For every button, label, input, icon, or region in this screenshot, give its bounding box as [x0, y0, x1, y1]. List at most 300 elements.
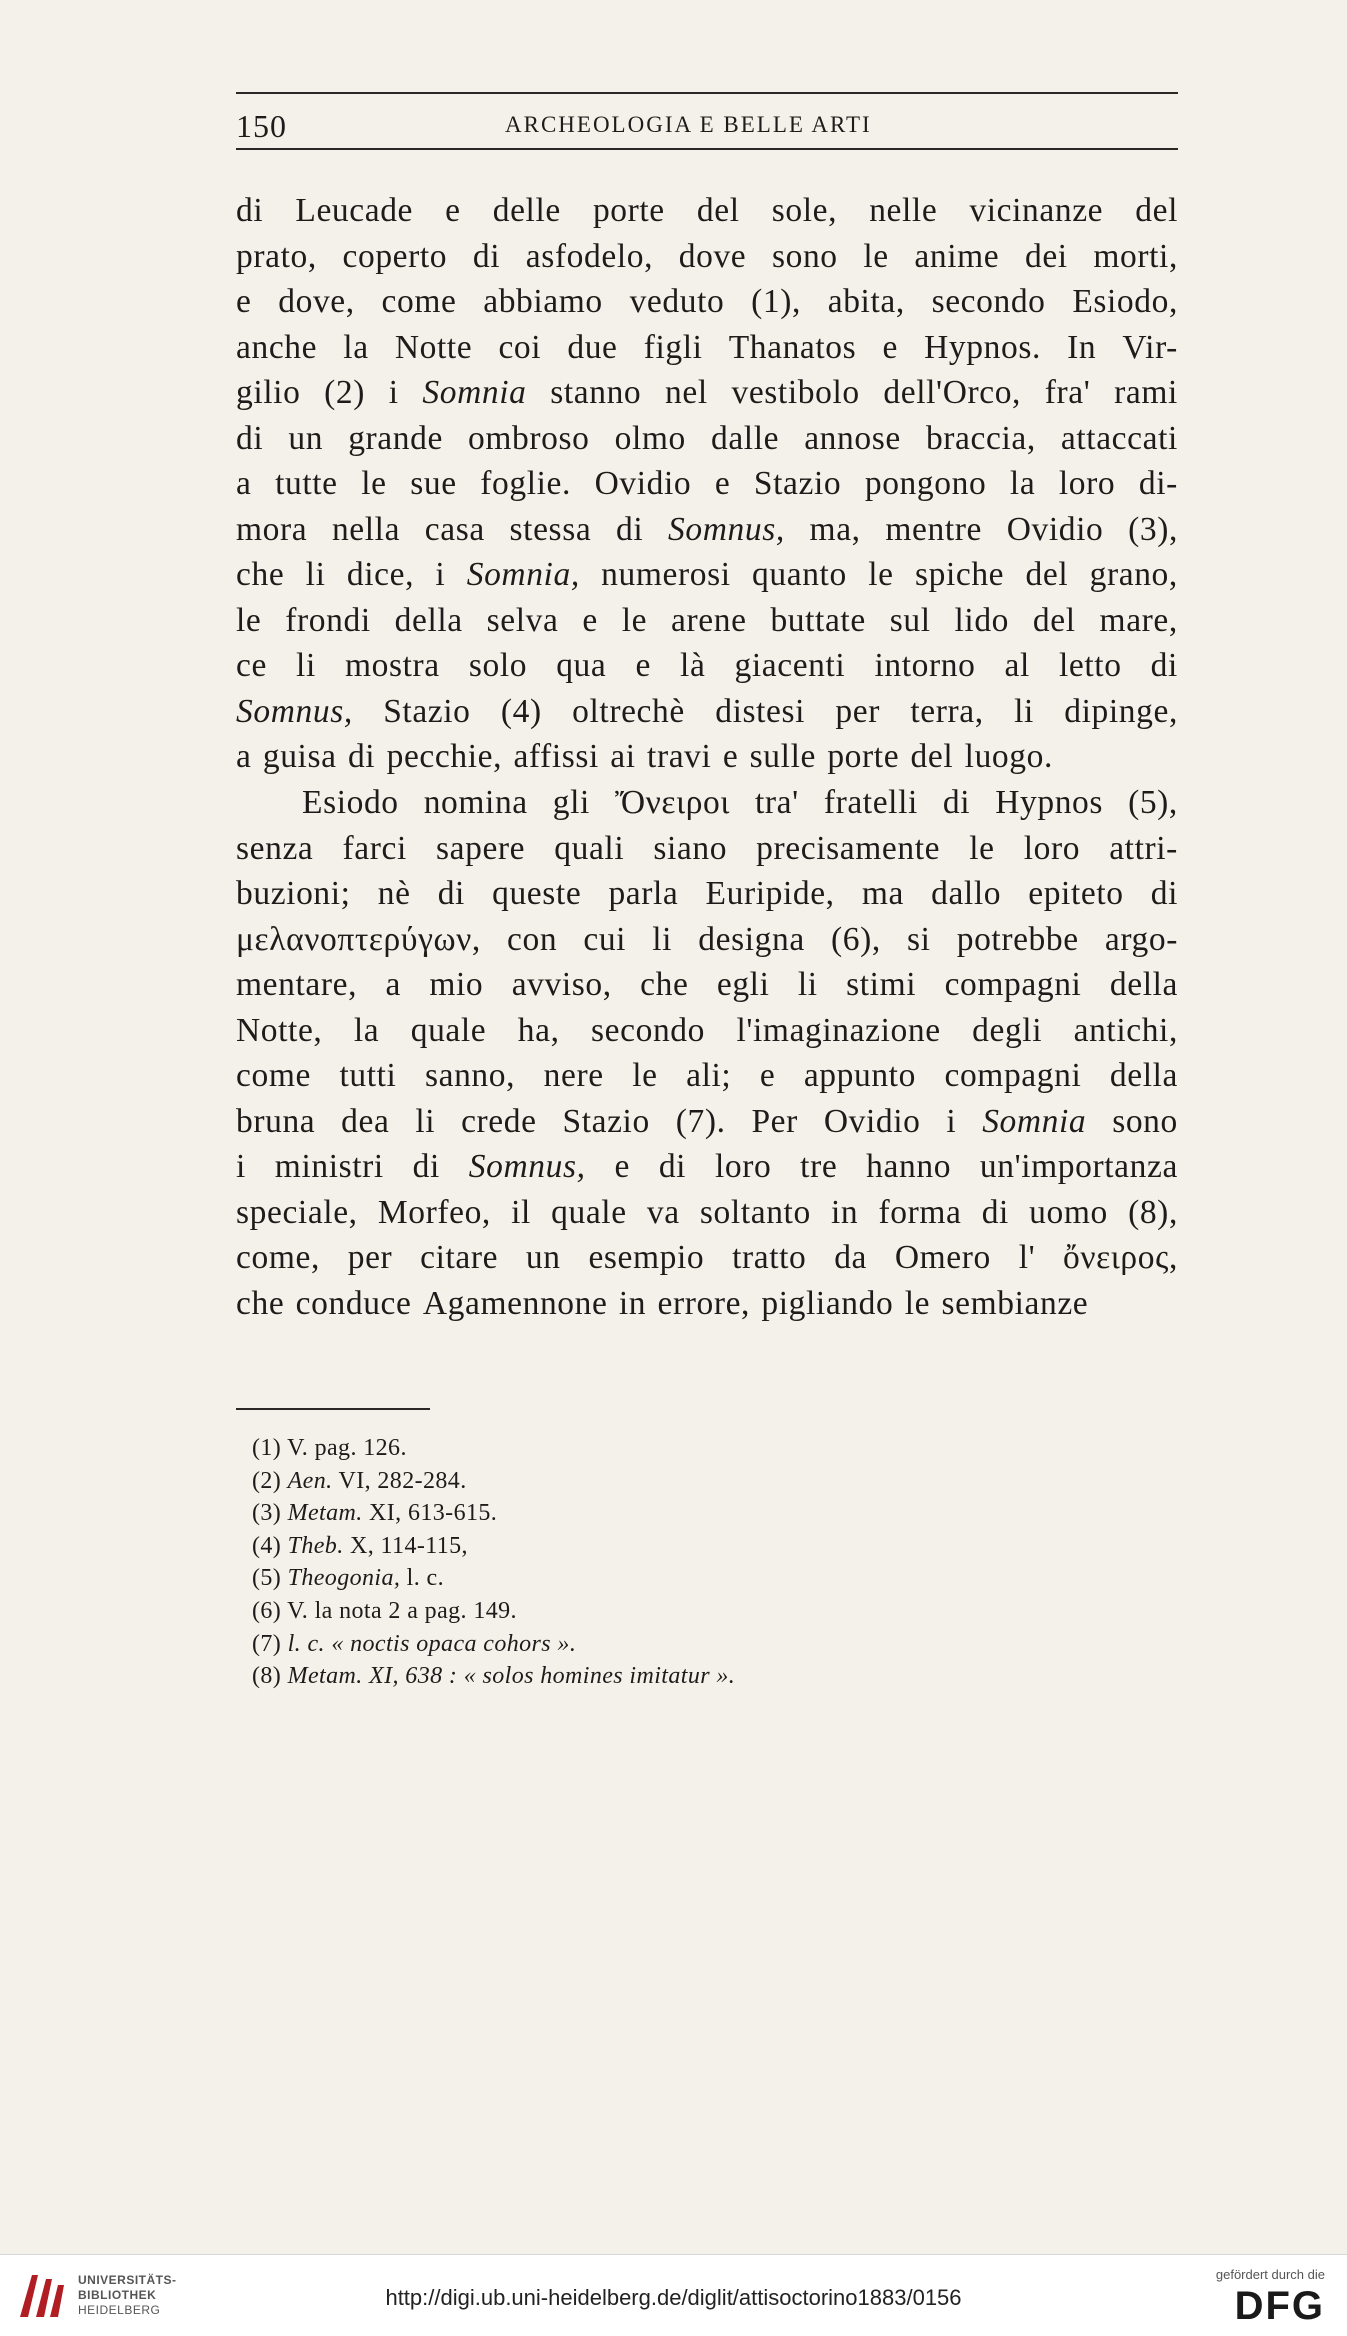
- permalink-url[interactable]: http://digi.ub.uni-heidelberg.de/diglit/attisoctorino1883/0156: [385, 2285, 962, 2310]
- word: Vir-: [1122, 328, 1178, 366]
- text-line: [236, 780, 1178, 826]
- word: ali;: [686, 1057, 732, 1094]
- word: Somnus,: [668, 510, 785, 548]
- footnote-number: (5): [252, 1565, 288, 1592]
- word: a: [236, 738, 252, 775]
- word: fra': [1044, 374, 1091, 411]
- word: tutte: [275, 465, 338, 502]
- word: Agamennone: [422, 1284, 608, 1322]
- word: gli: [552, 784, 590, 821]
- word: dea: [341, 1102, 390, 1140]
- word: Thanatos: [728, 328, 857, 366]
- word: loro: [1023, 829, 1081, 867]
- word: Ovidio: [1006, 510, 1104, 548]
- word: Ὄνειροι: [614, 784, 730, 821]
- word: le: [361, 465, 387, 502]
- running-title: ARCHEOLOGIA E BELLE ARTI: [505, 112, 872, 137]
- word: i: [435, 556, 446, 593]
- word: lido: [954, 601, 1010, 639]
- word: argo-: [1104, 920, 1178, 958]
- word: Hypnos: [995, 784, 1104, 821]
- word: nomina: [423, 784, 528, 821]
- word: quanto: [752, 556, 847, 593]
- word: a: [385, 966, 401, 1003]
- word: loro: [1058, 465, 1116, 502]
- text-line: [236, 734, 1178, 780]
- word: cui: [583, 920, 627, 958]
- word: farci: [342, 829, 407, 867]
- word: grano,: [1089, 556, 1178, 593]
- word: senza: [236, 829, 314, 867]
- word: dalle: [710, 419, 780, 457]
- footnote: [252, 1497, 1152, 1530]
- word: (6),: [830, 920, 881, 958]
- word: buzioni;: [236, 875, 351, 912]
- word: stessa: [509, 510, 592, 548]
- word: e: [714, 465, 731, 502]
- word: epiteto: [1028, 875, 1124, 912]
- word: un: [288, 419, 324, 457]
- text-line: [236, 461, 1178, 507]
- footnote-number: (8): [252, 1663, 288, 1690]
- word: quali: [554, 829, 625, 867]
- word: li: [296, 647, 316, 684]
- word: stanno: [550, 374, 642, 411]
- word: va: [646, 1193, 680, 1231]
- text-line: [236, 689, 1178, 735]
- word: (1),: [751, 283, 801, 320]
- word: dei: [1024, 237, 1068, 275]
- paragraph-2: [236, 780, 1178, 1326]
- word: rami: [1114, 374, 1178, 411]
- word: come: [236, 1057, 311, 1094]
- word: forma: [878, 1193, 962, 1231]
- footnote-text: V. la nota 2 a pag. 149.: [287, 1597, 517, 1624]
- word: In: [1067, 328, 1097, 366]
- word: che: [236, 1284, 285, 1322]
- word: avviso,: [511, 966, 612, 1003]
- word: veduto: [629, 283, 725, 320]
- text-line: [236, 1281, 1178, 1327]
- word: nel: [665, 374, 708, 411]
- word: giacenti: [734, 647, 846, 684]
- dfg-logo: DFG: [1234, 2284, 1325, 2328]
- word: le: [621, 601, 648, 639]
- word: compagni: [944, 1057, 1082, 1094]
- word: nella: [331, 510, 401, 548]
- word: Euripide,: [705, 875, 835, 912]
- word: antichi,: [1073, 1011, 1178, 1049]
- footer-banner: [0, 2254, 1347, 2336]
- word: dipinge,: [1064, 692, 1178, 730]
- funder-caption: gefördert durch die: [1215, 2267, 1325, 2282]
- word: appunto: [803, 1057, 916, 1094]
- text-line: [236, 552, 1178, 598]
- word: Per: [751, 1102, 798, 1140]
- word: luogo.: [964, 738, 1053, 775]
- word: bruna: [236, 1102, 316, 1140]
- footnote: [252, 1595, 1152, 1628]
- word: parla: [608, 875, 679, 912]
- word: (2): [324, 374, 366, 411]
- word: le: [969, 829, 995, 867]
- word: di: [616, 510, 644, 548]
- footnote-text: XI, 638 : « solos homines imitatur ».: [369, 1663, 736, 1690]
- word: secondo: [931, 283, 1046, 320]
- word: di: [658, 1148, 687, 1185]
- footnote-text: X, 114-115,: [350, 1532, 468, 1559]
- footnote-number: (7): [252, 1630, 288, 1657]
- footnote: [252, 1465, 1152, 1498]
- word: quale: [551, 1193, 627, 1231]
- word: a: [236, 465, 252, 502]
- word: ὄνειρος,: [1063, 1239, 1178, 1276]
- word: pigliando: [761, 1284, 894, 1322]
- word: un'importanza: [979, 1148, 1178, 1185]
- word: mostra: [344, 647, 440, 684]
- header-bottom-rule: [236, 148, 1178, 150]
- word: della: [1109, 966, 1178, 1003]
- footnotes: [252, 1432, 1152, 1693]
- word: casa: [424, 510, 485, 548]
- word: ministri: [274, 1148, 384, 1185]
- footnote-reference: Theb.: [287, 1532, 344, 1559]
- footnote-reference: Metam.: [287, 1500, 363, 1527]
- word: prato,: [236, 237, 317, 275]
- word: dove,: [278, 283, 355, 320]
- word: letto: [1059, 647, 1122, 684]
- word: errore,: [657, 1284, 751, 1322]
- word: del: [1025, 556, 1069, 593]
- text-line: [236, 507, 1178, 553]
- word: e: [635, 647, 651, 684]
- word: spiche: [914, 556, 1005, 593]
- word: mare,: [1099, 601, 1178, 639]
- word: di: [412, 1148, 440, 1185]
- word: Morfeo,: [377, 1193, 491, 1231]
- footnote-number: (4): [252, 1532, 288, 1559]
- word: sono: [771, 237, 838, 275]
- word: abita,: [827, 283, 905, 320]
- word: Omero: [894, 1239, 991, 1276]
- text-line: [236, 1144, 1178, 1190]
- word: ha,: [517, 1011, 560, 1049]
- text-line: [236, 188, 1178, 234]
- word: (7).: [675, 1102, 726, 1140]
- word: affissi: [513, 738, 599, 775]
- word: qua: [556, 647, 607, 684]
- word: i: [388, 374, 399, 411]
- text-line: [236, 962, 1178, 1008]
- word: la: [353, 1011, 380, 1049]
- word: dallo: [931, 875, 1002, 912]
- footnote-reference: Aen.: [287, 1467, 333, 1494]
- word: olmo: [614, 419, 686, 457]
- word: μελανοπτερύγων,: [236, 920, 481, 958]
- word: che: [640, 966, 689, 1003]
- word: attri-: [1109, 829, 1178, 867]
- word: (3),: [1128, 510, 1178, 548]
- word: secondo: [591, 1011, 705, 1049]
- word: e: [236, 283, 252, 320]
- word: di: [347, 738, 376, 775]
- word: quale: [410, 1011, 487, 1049]
- library-line-2: BIBLIOTHEK: [78, 2288, 157, 2302]
- text-line: [236, 1008, 1178, 1054]
- footnote-reference: Metam.: [287, 1663, 363, 1690]
- word: ma: [861, 875, 904, 912]
- word: esempio: [588, 1239, 705, 1276]
- word: per: [835, 692, 880, 730]
- text-line: [236, 279, 1178, 325]
- word: li: [797, 966, 818, 1003]
- word: dice,: [346, 556, 415, 593]
- word: conduce: [295, 1284, 412, 1322]
- word: le: [868, 556, 894, 593]
- word: Esiodo: [302, 784, 399, 821]
- word: di: [236, 192, 264, 229]
- word: Ovidio: [594, 465, 692, 502]
- word: Leucade: [295, 192, 414, 229]
- word: la: [1009, 465, 1036, 502]
- word: come: [381, 283, 457, 320]
- footnote-text: l. c. « noctis opaca cohors ».: [287, 1630, 577, 1657]
- word: siano: [653, 829, 728, 867]
- word: della: [394, 601, 463, 639]
- word: del: [1032, 601, 1076, 639]
- footnote-number: (1): [252, 1435, 288, 1461]
- word: intorno: [874, 647, 976, 684]
- word: sanno,: [424, 1057, 516, 1094]
- word: nere: [543, 1057, 604, 1094]
- footnote-number: (6): [252, 1597, 288, 1624]
- word: Stazio: [383, 692, 471, 730]
- header-top-rule: [236, 92, 1178, 94]
- word: coi: [498, 328, 542, 366]
- word: sembianze: [941, 1284, 1089, 1322]
- word: della: [1109, 1057, 1178, 1094]
- word: frondi: [285, 601, 371, 639]
- footnote: [252, 1432, 1152, 1465]
- word: Somnia: [982, 1102, 1087, 1140]
- word: li: [305, 556, 326, 593]
- word: queste: [492, 875, 582, 912]
- text-line: [236, 598, 1178, 644]
- word: Ovidio: [823, 1102, 921, 1140]
- word: sulle: [749, 738, 816, 775]
- word: tre: [800, 1148, 838, 1185]
- word: Notte,: [236, 1011, 323, 1049]
- word: (4): [500, 692, 542, 730]
- page-number: 150: [236, 108, 287, 144]
- word: li: [652, 920, 673, 958]
- word: delle: [492, 192, 561, 229]
- footnote: [252, 1562, 1152, 1595]
- word: li: [1014, 692, 1034, 730]
- word: designa: [698, 920, 805, 958]
- word: arene: [671, 601, 747, 639]
- word: l': [1018, 1239, 1036, 1276]
- word: Somnus,: [236, 692, 353, 730]
- word: le: [632, 1057, 658, 1094]
- word: sul: [889, 601, 931, 639]
- word: selva: [486, 601, 559, 639]
- word: porte: [827, 738, 900, 775]
- word: da: [834, 1239, 868, 1276]
- word: grande: [348, 419, 443, 457]
- word: (8),: [1128, 1193, 1178, 1231]
- footnote-number: (2): [252, 1467, 288, 1494]
- text-line: [236, 370, 1178, 416]
- footnote: [252, 1628, 1152, 1661]
- word: guisa: [262, 738, 337, 775]
- word: Esiodo,: [1072, 283, 1178, 320]
- word: gilio: [236, 374, 301, 411]
- text-line: [236, 826, 1178, 872]
- word: Stazio: [753, 465, 842, 502]
- word: al: [1004, 647, 1030, 684]
- text-line: [236, 1190, 1178, 1236]
- footnote-text: l. c.: [406, 1565, 444, 1592]
- word: dove: [678, 237, 747, 275]
- word: uomo: [1029, 1193, 1108, 1231]
- word: là: [680, 647, 706, 684]
- word: dell'Orco,: [883, 374, 1022, 411]
- word: mora: [236, 510, 308, 548]
- word: di: [437, 875, 465, 912]
- word: vestibolo: [731, 374, 860, 411]
- word: Somnia,: [466, 556, 580, 593]
- word: le: [863, 237, 889, 275]
- word: mio: [429, 966, 484, 1003]
- footnote-text: VI, 282-284.: [338, 1467, 467, 1494]
- word: annose: [804, 419, 901, 457]
- word: tutti: [339, 1057, 397, 1094]
- word: due: [567, 328, 618, 366]
- library-line-3: HEIDELBERG: [78, 2303, 161, 2317]
- text-line: [236, 234, 1178, 280]
- paragraph-1: [236, 188, 1178, 780]
- word: di: [942, 784, 971, 821]
- word: la: [343, 328, 369, 366]
- word: Somnia: [422, 374, 527, 411]
- word: del: [696, 192, 740, 229]
- footnote-reference: Theogonia,: [287, 1565, 401, 1592]
- footnote: [252, 1530, 1152, 1563]
- word: Somnus,: [468, 1148, 586, 1185]
- word: potrebbe: [956, 920, 1079, 958]
- word: solo: [468, 647, 528, 684]
- word: e: [722, 738, 739, 775]
- word: (5),: [1128, 784, 1178, 821]
- word: che: [236, 556, 285, 593]
- word: i: [946, 1102, 957, 1140]
- word: hanno: [866, 1148, 952, 1185]
- word: precisamente: [756, 829, 941, 867]
- word: in: [831, 1193, 859, 1231]
- word: anime: [914, 237, 1000, 275]
- word: terra,: [910, 692, 984, 730]
- word: citare: [420, 1239, 499, 1276]
- word: soltanto: [699, 1193, 811, 1231]
- text-line: [236, 917, 1178, 963]
- word: ce: [236, 647, 267, 684]
- text-line: [236, 643, 1178, 689]
- word: di: [1150, 875, 1178, 912]
- word: del: [910, 738, 954, 775]
- text-line: [236, 1099, 1178, 1145]
- word: si: [907, 920, 931, 958]
- word: pecchie,: [386, 738, 503, 775]
- word: attaccati: [1060, 419, 1178, 457]
- word: ombroso: [468, 419, 590, 457]
- word: stimi: [846, 966, 917, 1003]
- word: speciale,: [236, 1193, 358, 1231]
- word: di: [981, 1193, 1009, 1231]
- library-line-1: UNIVERSITÄTS-: [78, 2273, 177, 2287]
- word: compagni: [944, 966, 1082, 1003]
- word: li: [415, 1102, 436, 1140]
- word: ai: [610, 738, 636, 775]
- word: le: [904, 1284, 931, 1322]
- footnote-text: V. pag. 126.: [287, 1435, 407, 1461]
- word: Hypnos.: [924, 328, 1041, 366]
- footnote-separator: [236, 1408, 430, 1410]
- word: oltrechè: [572, 692, 685, 730]
- text-line: [236, 1053, 1178, 1099]
- word: foglie.: [480, 465, 571, 502]
- word: di: [236, 419, 264, 457]
- word: nè: [377, 875, 411, 912]
- word: del: [1135, 192, 1178, 229]
- word: tra': [755, 784, 799, 821]
- word: le: [236, 601, 262, 639]
- word: degli: [972, 1011, 1043, 1049]
- word: distesi: [715, 692, 806, 730]
- word: vicinanze: [969, 192, 1104, 229]
- word: fratelli: [823, 784, 918, 821]
- word: sapere: [435, 829, 526, 867]
- word: travi: [647, 738, 712, 775]
- word: loro: [714, 1148, 772, 1185]
- text-line: [236, 325, 1178, 371]
- footnote-number: (3): [252, 1500, 288, 1527]
- word: porte: [592, 192, 665, 229]
- text-line: [236, 416, 1178, 462]
- word: come,: [236, 1239, 320, 1276]
- word: di: [472, 237, 501, 275]
- footnote-text: XI, 613-615.: [369, 1500, 498, 1527]
- word: in: [618, 1284, 647, 1322]
- word: coperto: [342, 237, 448, 275]
- word: nelle: [869, 192, 938, 229]
- word: figli: [643, 328, 703, 366]
- word: asfodelo,: [525, 237, 654, 275]
- word: un: [525, 1239, 561, 1276]
- word: e: [582, 601, 598, 639]
- word: e: [614, 1148, 630, 1185]
- word: pongono: [864, 465, 987, 502]
- word: tratto: [732, 1239, 807, 1276]
- word: sole,: [771, 192, 838, 229]
- word: e: [882, 328, 898, 366]
- word: anche: [236, 328, 318, 366]
- word: di: [1150, 647, 1178, 684]
- word: Stazio: [562, 1102, 650, 1140]
- word: il: [511, 1193, 531, 1231]
- text-line: [236, 1235, 1178, 1281]
- word: braccia,: [925, 419, 1036, 457]
